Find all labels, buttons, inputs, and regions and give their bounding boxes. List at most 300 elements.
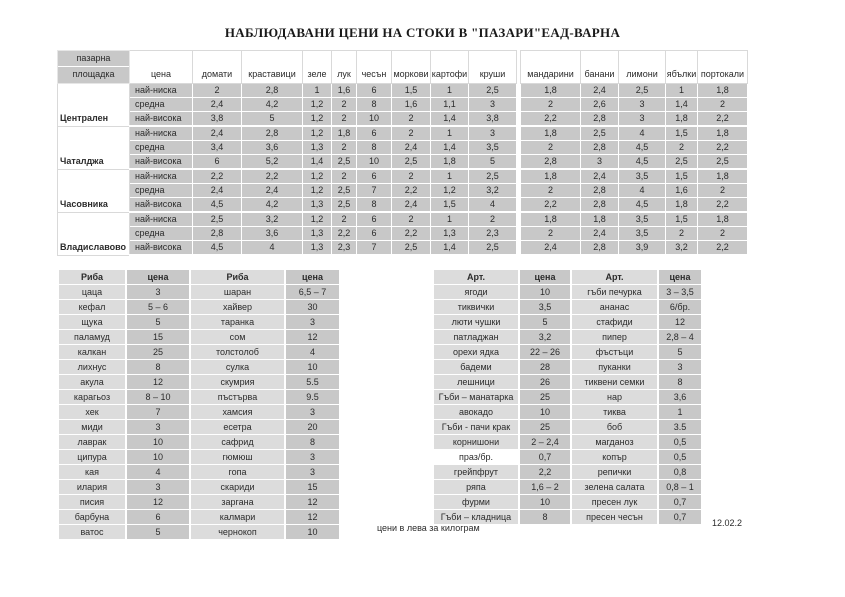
goods-name-cell: фурми xyxy=(434,495,518,509)
goods-name-cell: грейпфрут xyxy=(434,465,518,479)
fish-name-cell: сафрид xyxy=(191,435,284,449)
fish-name-cell: ципура xyxy=(59,450,125,464)
market-name: Централен xyxy=(58,84,130,127)
fish-name-cell: гюмюш xyxy=(191,450,284,464)
product-column-header: зеле xyxy=(303,51,332,84)
goods-name-cell: Гъби – кладница xyxy=(434,510,518,524)
price-row xyxy=(58,212,748,227)
fish-price-cell: 10 xyxy=(127,435,189,449)
product-column-header: моркови xyxy=(392,51,431,84)
page-title: НАБЛЮДАВАНИ ЦЕНИ НА СТОКИ В "ПАЗАРИ"ЕАД-ВАРНА xyxy=(224,25,621,40)
price-cell: 1,8 xyxy=(332,126,357,141)
fish-name-cell: калмари xyxy=(191,510,284,524)
goods-name-column-header: Арт. xyxy=(434,270,518,284)
goods-name-cell: гъби печурка xyxy=(572,285,657,299)
price-cell: 3 xyxy=(581,155,619,170)
price-level-label: средна xyxy=(130,141,193,155)
footer-note: цени в лева за килограм xyxy=(377,523,480,533)
price-level-label: най-ниска xyxy=(130,84,193,98)
price-cell: 6 xyxy=(193,155,242,170)
price-cell: 2,5 xyxy=(619,84,666,98)
price-cell: 3,2 xyxy=(242,212,303,227)
goods-name-cell: ананас xyxy=(572,300,657,314)
price-level-label: средна xyxy=(130,98,193,112)
price-cell: 1 xyxy=(303,84,332,98)
price-row xyxy=(58,198,748,213)
price-cell: 6 xyxy=(357,84,392,98)
goods-price-cell: 2,8 – 4 xyxy=(659,330,701,344)
fish-row xyxy=(59,360,339,374)
price-cell: 2 xyxy=(521,141,581,155)
goods-price-cell: 0,7 xyxy=(659,495,701,509)
goods-price-table xyxy=(432,269,703,525)
goods-price-cell: 3.5 xyxy=(659,420,701,434)
fish-name-cell: хайвер xyxy=(191,300,284,314)
price-level-label: най-висока xyxy=(130,155,193,170)
fish-name-column-header: Риба xyxy=(59,270,125,284)
price-level-label: средна xyxy=(130,227,193,241)
fish-name-cell: кая xyxy=(59,465,125,479)
price-cell: 1,5 xyxy=(392,84,431,98)
price-cell: 2 xyxy=(698,227,748,241)
goods-price-cell: 26 xyxy=(520,375,570,389)
goods-price-cell: 10 xyxy=(520,285,570,299)
goods-price-cell: 1,6 – 2 xyxy=(520,480,570,494)
goods-row xyxy=(434,315,701,329)
price-cell: 2,2 xyxy=(698,198,748,213)
price-cell: 6 xyxy=(357,169,392,184)
price-cell: 8 xyxy=(357,198,392,213)
price-cell: 4 xyxy=(619,126,666,141)
price-cell: 2 xyxy=(666,141,698,155)
price-cell: 2,4 xyxy=(242,184,303,198)
price-cell: 1 xyxy=(431,126,469,141)
price-cell: 1,4 xyxy=(303,155,332,170)
goods-name-cell: магданоз xyxy=(572,435,657,449)
goods-row xyxy=(434,300,701,314)
fish-name-cell: писия xyxy=(59,495,125,509)
product-column-header: картофи xyxy=(431,51,469,84)
price-cell: 2,8 xyxy=(581,198,619,213)
fish-row xyxy=(59,330,339,344)
price-cell: 2 xyxy=(698,184,748,198)
price-cell: 2 xyxy=(392,212,431,227)
price-cell: 2,3 xyxy=(469,227,517,241)
goods-row xyxy=(434,345,701,359)
fish-price-cell: 20 xyxy=(286,420,339,434)
market-name: Часовника xyxy=(58,169,130,212)
goods-price-cell: 28 xyxy=(520,360,570,374)
goods-name-cell: Гъби – манатарка xyxy=(434,390,518,404)
fish-price-cell: 10 xyxy=(286,525,339,539)
price-cell: 3,8 xyxy=(469,112,517,127)
price-cell: 2,4 xyxy=(193,98,242,112)
price-cell: 3,5 xyxy=(619,169,666,184)
price-level-label: най-ниска xyxy=(130,126,193,141)
fish-name-cell: есетра xyxy=(191,420,284,434)
price-cell: 3 xyxy=(469,98,517,112)
goods-name-cell: репички xyxy=(572,465,657,479)
price-cell: 5,2 xyxy=(242,155,303,170)
goods-name-column-header: Арт. xyxy=(572,270,657,284)
fish-price-column-header: цена xyxy=(127,270,189,284)
fish-row xyxy=(59,315,339,329)
footer-date: 12.02.2 xyxy=(712,518,743,528)
price-cell: 2,2 xyxy=(193,169,242,184)
goods-price-cell: 3,6 xyxy=(659,390,701,404)
fish-name-cell: шаран xyxy=(191,285,284,299)
goods-row xyxy=(434,450,701,464)
goods-row xyxy=(434,465,701,479)
goods-name-cell: ряпа xyxy=(434,480,518,494)
price-cell: 1,8 xyxy=(698,126,748,141)
price-cell: 2,5 xyxy=(332,198,357,213)
fish-row xyxy=(59,375,339,389)
fish-price-column-header: цена xyxy=(286,270,339,284)
product-column-header: круши xyxy=(469,51,517,84)
price-cell: 2,4 xyxy=(193,126,242,141)
price-cell: 2,5 xyxy=(392,241,431,256)
price-cell: 4,2 xyxy=(242,198,303,213)
price-cell: 2,5 xyxy=(332,155,357,170)
price-row xyxy=(58,184,748,198)
price-cell: 10 xyxy=(357,155,392,170)
price-cell: 2,8 xyxy=(242,84,303,98)
fish-price-cell: 9.5 xyxy=(286,390,339,404)
product-column-header: лук xyxy=(332,51,357,84)
goods-price-cell: 0,8 – 1 xyxy=(659,480,701,494)
price-cell: 2 xyxy=(521,184,581,198)
price-cell: 4,5 xyxy=(619,198,666,213)
price-cell: 1,3 xyxy=(431,227,469,241)
price-cell: 2 xyxy=(392,126,431,141)
goods-name-cell: бадеми xyxy=(434,360,518,374)
fish-name-cell: таранка xyxy=(191,315,284,329)
goods-row xyxy=(434,480,701,494)
price-cell: 1,5 xyxy=(666,169,698,184)
product-column-header: домати xyxy=(193,51,242,84)
fish-price-cell: 8 xyxy=(286,435,339,449)
price-cell: 2,5 xyxy=(332,184,357,198)
goods-name-cell: пуканки xyxy=(572,360,657,374)
price-cell: 4,5 xyxy=(619,155,666,170)
fish-price-cell: 3 xyxy=(127,480,189,494)
fish-name-cell: лаврак xyxy=(59,435,125,449)
goods-row xyxy=(434,405,701,419)
price-cell: 1 xyxy=(431,84,469,98)
fish-price-cell: 10 xyxy=(127,450,189,464)
fish-row xyxy=(59,390,339,404)
price-row xyxy=(58,84,748,98)
fish-row xyxy=(59,405,339,419)
product-column-header: лимони xyxy=(619,51,666,84)
goods-price-cell: 25 xyxy=(520,420,570,434)
price-cell: 2,8 xyxy=(193,227,242,241)
price-cell: 10 xyxy=(357,112,392,127)
price-cell: 1,4 xyxy=(431,241,469,256)
price-cell: 6 xyxy=(357,126,392,141)
price-cell: 2 xyxy=(332,141,357,155)
fish-name-cell: паламуд xyxy=(59,330,125,344)
price-cell: 2 xyxy=(469,212,517,227)
goods-name-cell: стафиди xyxy=(572,315,657,329)
fish-name-cell: барбуна xyxy=(59,510,125,524)
goods-price-cell: 3 xyxy=(659,360,701,374)
price-cell: 4,5 xyxy=(193,198,242,213)
price-cell: 2,5 xyxy=(469,241,517,256)
price-cell: 5 xyxy=(469,155,517,170)
goods-price-column-header: цена xyxy=(520,270,570,284)
price-cell: 3 xyxy=(469,126,517,141)
price-row xyxy=(58,141,748,155)
fish-price-cell: 3 xyxy=(127,420,189,434)
goods-header-row xyxy=(434,270,701,284)
price-cell: 3,9 xyxy=(619,241,666,256)
goods-price-cell: 8 xyxy=(520,510,570,524)
goods-name-cell: патладжан xyxy=(434,330,518,344)
goods-price-cell: 5 xyxy=(659,345,701,359)
price-cell: 2,4 xyxy=(521,241,581,256)
fish-price-cell: 5 xyxy=(127,315,189,329)
fish-row xyxy=(59,525,339,539)
price-row xyxy=(58,227,748,241)
goods-price-cell: 2 – 2,4 xyxy=(520,435,570,449)
price-cell: 2,5 xyxy=(469,169,517,184)
price-cell: 2,5 xyxy=(193,212,242,227)
price-cell: 3,6 xyxy=(242,227,303,241)
goods-name-cell: ягоди xyxy=(434,285,518,299)
fish-price-cell: 3 xyxy=(286,450,339,464)
goods-price-cell: 0,8 xyxy=(659,465,701,479)
fish-price-cell: 5 – 6 xyxy=(127,300,189,314)
fish-name-column-header: Риба xyxy=(191,270,284,284)
price-cell: 3,5 xyxy=(469,141,517,155)
fish-name-cell: сулка xyxy=(191,360,284,374)
fish-row xyxy=(59,510,339,524)
product-column-header: ябълки xyxy=(666,51,698,84)
price-row xyxy=(58,241,748,256)
price-cell: 1,2 xyxy=(303,98,332,112)
price-cell: 1,2 xyxy=(303,184,332,198)
price-cell: 2 xyxy=(332,212,357,227)
price-cell: 1,6 xyxy=(392,98,431,112)
price-cell: 3,6 xyxy=(242,141,303,155)
fish-price-cell: 12 xyxy=(127,495,189,509)
fish-row xyxy=(59,480,339,494)
goods-name-cell: авокадо xyxy=(434,405,518,419)
fish-name-cell: гопа xyxy=(191,465,284,479)
product-column-header: мандарини xyxy=(521,51,581,84)
price-cell: 1,5 xyxy=(666,212,698,227)
price-cell: 1,3 xyxy=(303,141,332,155)
fish-name-cell: миди xyxy=(59,420,125,434)
goods-row xyxy=(434,435,701,449)
goods-name-cell: копър xyxy=(572,450,657,464)
price-cell: 1,8 xyxy=(521,84,581,98)
fish-name-cell: скумрия xyxy=(191,375,284,389)
price-cell: 1,6 xyxy=(332,84,357,98)
fish-row xyxy=(59,420,339,434)
price-cell: 1,2 xyxy=(303,126,332,141)
goods-row xyxy=(434,330,701,344)
goods-name-cell: тиквички xyxy=(434,300,518,314)
product-column-header: чесън xyxy=(357,51,392,84)
fish-row xyxy=(59,285,339,299)
price-row xyxy=(58,169,748,184)
price-cell: 2,8 xyxy=(581,241,619,256)
fish-price-cell: 12 xyxy=(286,330,339,344)
price-cell: 2,2 xyxy=(392,184,431,198)
price-cell: 1,4 xyxy=(431,141,469,155)
price-cell: 1,4 xyxy=(666,98,698,112)
market-name: Владиславово xyxy=(58,212,130,255)
fish-name-cell: акула xyxy=(59,375,125,389)
goods-price-cell: 5 xyxy=(520,315,570,329)
fish-price-cell: 12 xyxy=(127,375,189,389)
price-cell: 2 xyxy=(521,98,581,112)
goods-name-cell: пресен лук xyxy=(572,495,657,509)
goods-price-cell: 3,5 xyxy=(520,300,570,314)
price-cell: 2,4 xyxy=(581,84,619,98)
price-cell: 2,2 xyxy=(392,227,431,241)
price-cell: 7 xyxy=(357,184,392,198)
price-level-label: най-висока xyxy=(130,198,193,213)
price-cell: 2 xyxy=(193,84,242,98)
price-cell: 2,8 xyxy=(581,112,619,127)
fish-row xyxy=(59,345,339,359)
price-cell: 2,5 xyxy=(698,155,748,170)
price-cell: 1,8 xyxy=(521,169,581,184)
price-cell: 2,8 xyxy=(242,126,303,141)
price-cell: 3,4 xyxy=(193,141,242,155)
fish-price-cell: 8 xyxy=(127,360,189,374)
price-cell: 4,5 xyxy=(619,141,666,155)
fish-name-cell: толстолоб xyxy=(191,345,284,359)
fish-name-cell: чернокоп xyxy=(191,525,284,539)
fish-price-table xyxy=(57,269,341,540)
fish-row xyxy=(59,495,339,509)
price-cell: 1,3 xyxy=(303,241,332,256)
price-cell: 3,2 xyxy=(666,241,698,256)
goods-name-cell: зелена салата xyxy=(572,480,657,494)
goods-row xyxy=(434,375,701,389)
goods-price-cell: 8 xyxy=(659,375,701,389)
price-cell: 2,4 xyxy=(392,198,431,213)
price-cell: 8 xyxy=(357,141,392,155)
price-cell: 1 xyxy=(666,84,698,98)
price-cell: 2,2 xyxy=(242,169,303,184)
price-cell: 2,5 xyxy=(666,155,698,170)
goods-price-cell: 2,2 xyxy=(520,465,570,479)
price-level-label: най-ниска xyxy=(130,169,193,184)
fish-name-cell: сом xyxy=(191,330,284,344)
price-cell: 1,3 xyxy=(303,227,332,241)
price-cell: 2,4 xyxy=(581,169,619,184)
fish-row xyxy=(59,300,339,314)
price-cell: 2,4 xyxy=(581,227,619,241)
goods-name-cell: тиквени семки xyxy=(572,375,657,389)
price-type-column-header: цена xyxy=(130,51,193,84)
price-cell: 3 xyxy=(619,112,666,127)
goods-name-cell: лешници xyxy=(434,375,518,389)
price-cell: 2 xyxy=(332,112,357,127)
goods-price-cell: 25 xyxy=(520,390,570,404)
header-row xyxy=(58,51,748,84)
price-cell: 4 xyxy=(242,241,303,256)
goods-row xyxy=(434,510,701,524)
price-cell: 1,2 xyxy=(303,169,332,184)
price-cell: 4,5 xyxy=(193,241,242,256)
price-cell: 1,8 xyxy=(698,84,748,98)
price-level-label: средна xyxy=(130,184,193,198)
fish-price-cell: 12 xyxy=(286,510,339,524)
goods-price-cell: 0,5 xyxy=(659,450,701,464)
fish-price-cell: 15 xyxy=(127,330,189,344)
goods-row xyxy=(434,360,701,374)
fish-price-cell: 4 xyxy=(286,345,339,359)
goods-name-cell: Гъби - пачи крак xyxy=(434,420,518,434)
fish-price-cell: 3 xyxy=(127,285,189,299)
price-cell: 4 xyxy=(619,184,666,198)
goods-name-cell: нар xyxy=(572,390,657,404)
price-cell: 2,8 xyxy=(581,184,619,198)
fish-name-cell: заргана xyxy=(191,495,284,509)
fish-price-cell: 5.5 xyxy=(286,375,339,389)
price-cell: 3,5 xyxy=(619,227,666,241)
fish-price-cell: 6,5 – 7 xyxy=(286,285,339,299)
price-cell: 1,8 xyxy=(666,198,698,213)
product-column-header: портокали xyxy=(698,51,748,84)
fish-header-row xyxy=(59,270,339,284)
goods-name-cell: праз/бр. xyxy=(434,450,518,464)
price-row xyxy=(58,155,748,170)
corner-line-1: пазарна xyxy=(58,51,129,67)
goods-price-cell: 1 xyxy=(659,405,701,419)
price-cell: 2 xyxy=(332,98,357,112)
price-cell: 2,3 xyxy=(332,241,357,256)
fish-price-cell: 8 – 10 xyxy=(127,390,189,404)
price-cell: 1,5 xyxy=(431,198,469,213)
fish-name-cell: цаца xyxy=(59,285,125,299)
price-cell: 1,8 xyxy=(698,169,748,184)
price-cell: 1,4 xyxy=(431,112,469,127)
price-cell: 1,6 xyxy=(666,184,698,198)
price-cell: 3,8 xyxy=(193,112,242,127)
price-cell: 1,8 xyxy=(698,212,748,227)
price-row xyxy=(58,98,748,112)
goods-price-cell: 0,7 xyxy=(520,450,570,464)
fish-name-cell: карагьоз xyxy=(59,390,125,404)
fish-row xyxy=(59,435,339,449)
price-cell: 1,2 xyxy=(431,184,469,198)
fish-name-cell: пъстърва xyxy=(191,390,284,404)
fish-name-cell: хек xyxy=(59,405,125,419)
goods-name-cell: пипер xyxy=(572,330,657,344)
goods-price-cell: 22 – 26 xyxy=(520,345,570,359)
price-cell: 2,5 xyxy=(469,84,517,98)
fish-price-cell: 25 xyxy=(127,345,189,359)
goods-row xyxy=(434,285,701,299)
goods-name-cell: корнишони xyxy=(434,435,518,449)
price-cell: 3 xyxy=(619,98,666,112)
price-cell: 3,2 xyxy=(469,184,517,198)
price-level-label: най-висока xyxy=(130,241,193,256)
fish-name-cell: калкан xyxy=(59,345,125,359)
price-level-label: най-ниска xyxy=(130,212,193,227)
price-cell: 2,2 xyxy=(698,112,748,127)
price-cell: 6 xyxy=(357,227,392,241)
price-cell: 6 xyxy=(357,212,392,227)
